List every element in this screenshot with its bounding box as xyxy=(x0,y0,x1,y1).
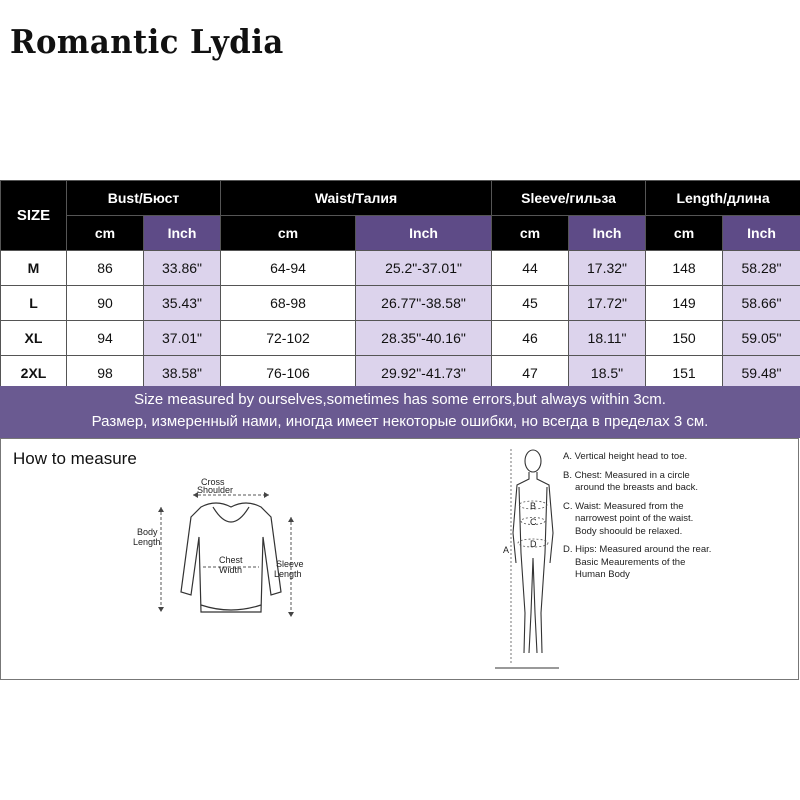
length-cm-header: cm xyxy=(646,216,723,251)
bust-cm-header: cm xyxy=(67,216,144,251)
length-inch-cell: 59.48" xyxy=(723,356,800,391)
waist-cm-cell: 76-106 xyxy=(221,356,356,391)
bust-cm-cell: 98 xyxy=(67,356,144,391)
cross-shoulder-label-2: Shoulder xyxy=(197,485,234,495)
size-cell: M xyxy=(1,251,67,286)
sleeve-inch-cell: 17.72" xyxy=(569,286,646,321)
table-row xyxy=(1,251,800,286)
sleeve-length-label-2: Length xyxy=(274,569,302,579)
how-to-measure-panel xyxy=(0,438,799,680)
sleeve-inch-cell: 17.32" xyxy=(569,251,646,286)
bust-inch-cell: 35.43" xyxy=(144,286,221,321)
chest-width-label-2: Width xyxy=(219,565,243,575)
bust-cm-cell: 90 xyxy=(67,286,144,321)
legend-item: C. Waist: Measured from the narrowest point of the waist. Body shoould be relaxed. xyxy=(563,500,694,537)
cross-shoulder-label-1: Cross xyxy=(201,477,225,487)
size-cell: XL xyxy=(1,321,67,356)
garment-diagram xyxy=(131,477,331,637)
brand-logo: Romantic Lydia xyxy=(10,22,284,61)
letter-a: A xyxy=(503,545,510,555)
length-inch-cell: 58.28" xyxy=(723,251,800,286)
waist-cm-cell: 68-98 xyxy=(221,286,356,321)
waist-cm-header: cm xyxy=(221,216,356,251)
header-row-groups xyxy=(1,181,800,216)
size-cell: 2XL xyxy=(1,356,67,391)
sleeve-inch-header: Inch xyxy=(569,216,646,251)
bust-inch-header: Inch xyxy=(144,216,221,251)
size-header: SIZE xyxy=(1,181,67,251)
waist-header: Waist/Талия xyxy=(221,181,492,216)
bust-inch-cell: 37.01" xyxy=(144,321,221,356)
letter-d: D xyxy=(530,539,537,549)
waist-inch-cell: 28.35"-40.16" xyxy=(356,321,492,356)
length-inch-header: Inch xyxy=(723,216,800,251)
bust-header: Bust/Бюст xyxy=(67,181,221,216)
waist-inch-cell: 25.2"-37.01" xyxy=(356,251,492,286)
body-length-label-1: Body xyxy=(137,527,158,537)
bust-cm-cell: 94 xyxy=(67,321,144,356)
waist-inch-cell: 26.77"-38.58" xyxy=(356,286,492,321)
sleeve-inch-cell: 18.11" xyxy=(569,321,646,356)
length-inch-cell: 59.05" xyxy=(723,321,800,356)
sleeve-inch-cell: 18.5" xyxy=(569,356,646,391)
size-chart-table xyxy=(0,180,800,391)
waist-cm-cell: 72-102 xyxy=(221,321,356,356)
bust-cm-cell: 86 xyxy=(67,251,144,286)
length-header: Length/длина xyxy=(646,181,800,216)
letter-c: C xyxy=(530,517,537,527)
size-cell: L xyxy=(1,286,67,321)
sleeve-cm-cell: 44 xyxy=(492,251,569,286)
how-to-measure-title: How to measure xyxy=(13,449,137,468)
sleeve-cm-cell: 46 xyxy=(492,321,569,356)
legend-item: A. Vertical height head to toe. xyxy=(563,451,688,462)
waist-inch-cell: 29.92"-41.73" xyxy=(356,356,492,391)
waist-inch-header: Inch xyxy=(356,216,492,251)
waist-cm-cell: 64-94 xyxy=(221,251,356,286)
length-inch-cell: 58.66" xyxy=(723,286,800,321)
legend-item: D. Hips: Measured around the rear. Basic Meaurements of the Human Body xyxy=(563,544,712,580)
header-row-units xyxy=(1,216,800,251)
length-cm-cell: 150 xyxy=(646,321,723,356)
length-cm-cell: 148 xyxy=(646,251,723,286)
sleeve-cm-cell: 45 xyxy=(492,286,569,321)
sleeve-cm-cell: 47 xyxy=(492,356,569,391)
table-row xyxy=(1,286,800,321)
notice-russian: Размер, измеренный нами, иногда имеет некоторые ошибки, но всегда в пределах 3 см. xyxy=(91,413,709,430)
bust-inch-cell: 38.58" xyxy=(144,356,221,391)
sleeve-length-label-1: Sleeve xyxy=(276,559,304,569)
length-cm-cell: 151 xyxy=(646,356,723,391)
sleeve-cm-header: cm xyxy=(492,216,569,251)
notice-english: Size measured by ourselves,sometimes has some errors,but always within 3cm. xyxy=(134,391,666,408)
bust-inch-cell: 33.86" xyxy=(144,251,221,286)
measurement-notice xyxy=(0,386,800,438)
chest-width-label-1: Chest xyxy=(219,555,243,565)
letter-b: B xyxy=(530,501,537,511)
body-diagram xyxy=(491,443,561,673)
body-length-label-2: Length xyxy=(133,537,161,547)
measurement-legend xyxy=(563,451,713,588)
sleeve-header: Sleeve/гильза xyxy=(492,181,646,216)
length-cm-cell: 149 xyxy=(646,286,723,321)
legend-item: B. Chest: Measured in a circle around the breasts and back. xyxy=(563,469,699,493)
table-row xyxy=(1,321,800,356)
